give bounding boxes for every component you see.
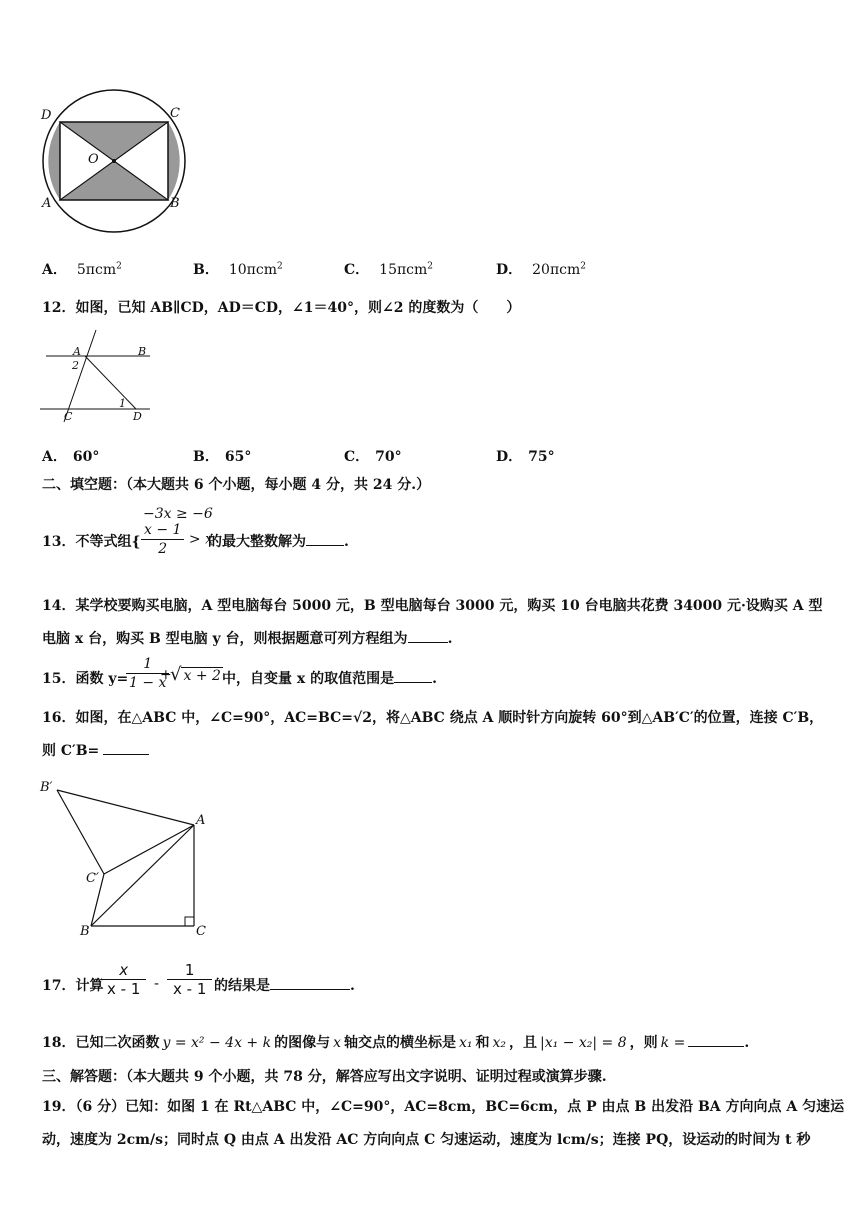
shaded-segment-left (48, 122, 60, 200)
q12-option-c[interactable]: C． 70° (344, 449, 402, 465)
q11-option-d[interactable]: D． 20πcm$^2$ (496, 261, 587, 278)
q11-option-b[interactable]: B． 10πcm$^2$ (193, 261, 283, 278)
q12-option-a[interactable]: A． 60° (42, 449, 100, 465)
shaded-triangle-bottom (60, 161, 168, 200)
q15-answer-blank[interactable] (394, 668, 432, 683)
q16-line-2: 则 C′B= (42, 740, 149, 760)
q13-question: 的最大整数解为 . (208, 531, 349, 551)
q11-option-a[interactable]: A． 5πcm$^2$ (42, 261, 122, 278)
q15-plus: + (160, 667, 172, 683)
q18-answer-blank[interactable] (688, 1032, 744, 1047)
q14-answer-blank[interactable] (408, 628, 448, 643)
label-O: O (88, 152, 99, 167)
q13-fraction: $\frac{x - 1}{2}$ > x (141, 521, 213, 558)
q17-question: 的结果是 . (214, 975, 355, 995)
q18-text: 18．已知二次函数 y = x² − 4x + k 的图像与 x 轴交点的横坐标是 x₁ 和 x₂ ，且 |x₁ − x₂| = 8 ，则 k = . (42, 1032, 749, 1052)
label-angle-1: 1 (119, 397, 126, 410)
q17-fraction-1: $\frac{x}{x - 1}$ (101, 961, 146, 998)
label-D: D (133, 410, 142, 423)
label-C: C (64, 410, 73, 423)
q19-line-2: 动，速度为 2cm/s；同时点 Q 由点 A 出发沿 AC 方向向点 C 匀速运动，速度为 lcm/s；连接 PQ，设运动的时间为 t 秒 (42, 1132, 811, 1148)
q17-answer-blank[interactable] (270, 975, 350, 990)
label-C-prime: C′ (86, 871, 99, 886)
label-A: A (42, 196, 52, 211)
label-A: A (196, 813, 206, 828)
q17-minus: - (154, 974, 160, 992)
shaded-triangle-top (60, 122, 168, 161)
q13-inequality-1: −3x ≥ −6 (143, 506, 213, 522)
section-2-heading: 二、填空题：（本大题共 6 个小题，每小题 4 分，共 24 分.） (42, 477, 431, 493)
q12-option-d[interactable]: D． 75° (496, 449, 555, 465)
q17-fraction-2: $\frac{1}{x - 1}$ (167, 961, 212, 998)
label-B: B (138, 345, 147, 358)
q12-text: 12．如图，已知 AB∥CD，AD＝CD，∠1＝40°，则∠2 的度数为（ ） (42, 300, 521, 316)
q15-prefix: 15．函数 y= (42, 671, 129, 687)
label-D: D (41, 108, 52, 123)
label-B: B (170, 196, 180, 211)
parallel-lines-diagram (38, 328, 158, 423)
q19-line-1: 19．（6 分）已知：如图 1 在 Rt△ABC 中，∠C=90°，AC=8cm，BC=6cm，点 P 由点 B 出发沿 BA 方向向点 A 匀速运 (42, 1099, 845, 1115)
q17-prefix: 17．计算 (42, 978, 104, 994)
q15-question: 中，自变量 x 的取值范围是 . (222, 668, 437, 688)
q12-option-b[interactable]: B． 65° (193, 449, 252, 465)
q14-line-2: 电脑 x 台，购买 B 型电脑 y 台，则根据题意可列方程组为 . (42, 628, 452, 648)
q13-answer-blank[interactable] (306, 531, 344, 546)
label-A: A (73, 345, 81, 358)
rotated-triangle-diagram (40, 780, 210, 940)
label-C: C (170, 106, 180, 121)
q13-prefix: 13．不等式组{ (42, 534, 141, 550)
q16-line-1: 16．如图，在△ABC 中，∠C=90°，AC=BC=√2，将△ABC 绕点 A 顺时针方向旋转 60°到△AB′C′的位置，连接 C′B， (42, 710, 824, 726)
q14-line-1: 14．某学校要购买电脑，A 型电脑每台 5000 元，B 型电脑每台 3000 元，购买 10 台电脑共花费 34000 元·设购买 A 型 (42, 598, 823, 614)
q15-sqrt: √ x + 2 (170, 664, 221, 685)
section-3-heading: 三、解答题：（本大题共 9 个小题，共 78 分，解答应写出文字说明、证明过程或演算步骤. (42, 1069, 607, 1085)
label-angle-2: 2 (72, 359, 79, 372)
label-B: B (80, 924, 90, 939)
q15-fraction: $\frac{1}{1 - x}$ (126, 655, 169, 692)
label-C: C (196, 924, 206, 939)
q16-answer-blank[interactable] (103, 740, 149, 755)
q11-option-c[interactable]: C． 15πcm$^2$ (344, 261, 434, 278)
label-B-prime: B′ (40, 780, 53, 795)
shaded-segment-right (168, 122, 180, 200)
